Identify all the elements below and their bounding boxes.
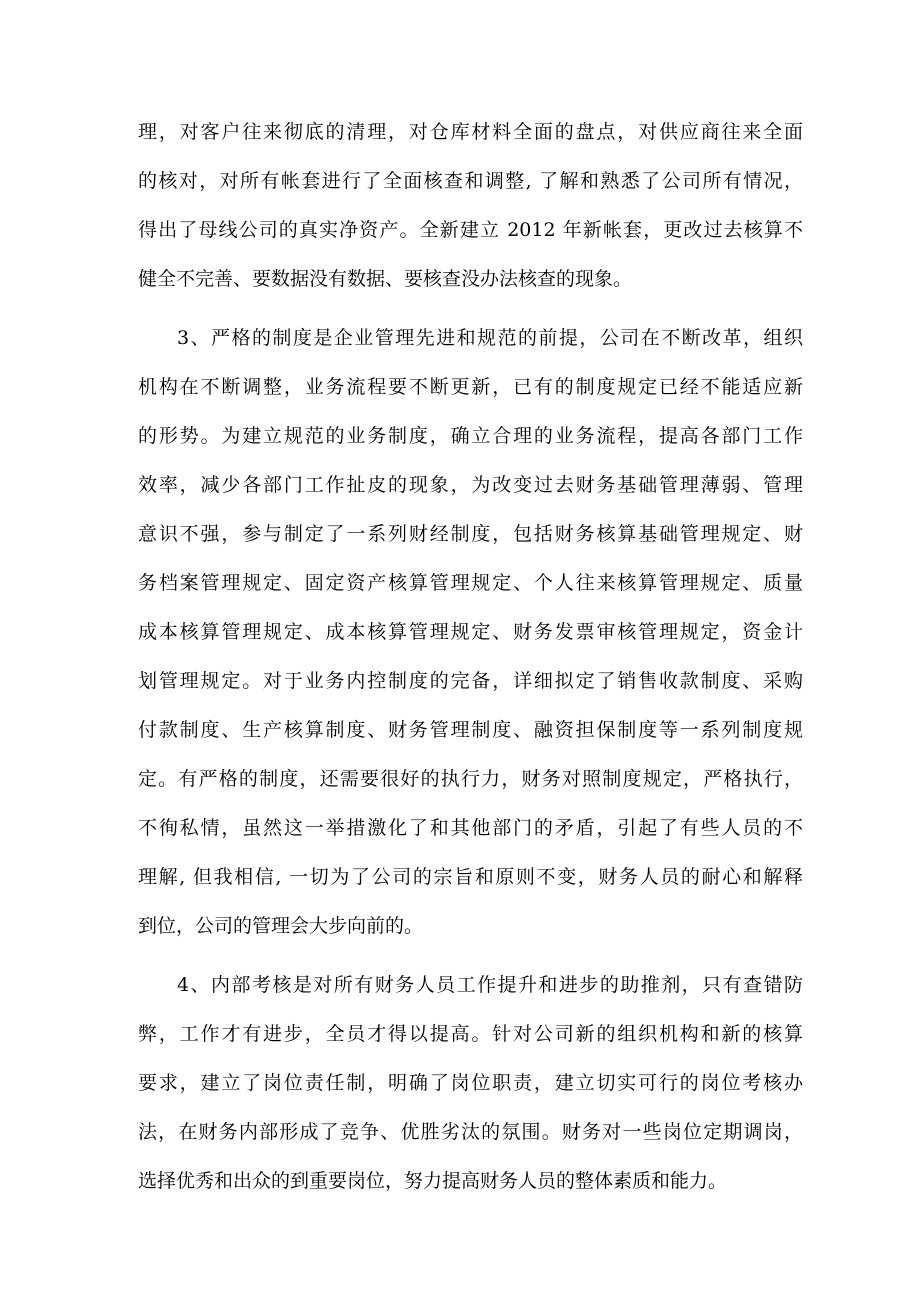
text-line: 4、内部考核是对所有财务人员工作提升和进步的助推剂，只有查错防 <box>177 974 803 996</box>
document-body <box>138 108 803 1206</box>
paragraph-4 <box>138 961 803 1206</box>
text-line: 选择优秀和出众的到重要岗位，努力提高财务人员的整体素质和能力。 <box>138 1170 728 1192</box>
text-line: 成本核算管理规定、成本核算管理规定、财务发票审核管理规定，资金计 <box>138 621 803 643</box>
text-line: 效率，减少各部门工作扯皮的现象，为改变过去财务基础管理薄弱、管理 <box>138 474 803 496</box>
text-line: 定。有严格的制度，还需要很好的执行力，财务对照制度规定，严格执行， <box>138 768 803 790</box>
paragraph-3 <box>138 314 803 951</box>
paragraph-gap <box>138 951 803 961</box>
text-line: 到位，公司的管理会大步向前的。 <box>138 915 424 937</box>
text-line: 得出了母线公司的真实净资产。全新建立 2012 年新帐套，更改过去核算不 <box>138 219 803 241</box>
text-line: 理，对客户往来彻底的清理，对仓库材料全面的盘点，对供应商往来全面 <box>138 121 803 143</box>
text-line: 不徇私情，虽然这一举措激化了和其他部门的矛盾，引起了有些人员的不 <box>138 817 803 839</box>
text-line: 务档案管理规定、固定资产核算管理规定、个人往来核算管理规定、质量 <box>138 572 803 594</box>
text-line: 的核对，对所有帐套进行了全面核查和调整, 了解和熟悉了公司所有情况， <box>138 170 803 192</box>
text-line: 意识不强，参与制定了一系列财经制度，包括财务核算基础管理规定、财 <box>138 523 803 545</box>
text-line: 要求，建立了岗位责任制，明确了岗位职责，建立切实可行的岗位考核办 <box>138 1072 803 1094</box>
paragraph-gap <box>138 304 803 314</box>
paragraph-continued <box>138 108 803 304</box>
text-line: 健全不完善、要数据没有数据、要核查没办法核查的现象。 <box>138 268 633 290</box>
text-line: 机构在不断调整，业务流程要不断更新，已有的制度规定已经不能适应新 <box>138 376 803 398</box>
text-line: 理解, 但我相信, 一切为了公司的宗旨和原则不变，财务人员的耐心和解释 <box>138 866 803 888</box>
text-line: 弊，工作才有进步，全员才得以提高。针对公司新的组织机构和新的核算 <box>138 1023 803 1045</box>
text-line: 的形势。为建立规范的业务制度，确立合理的业务流程，提高各部门工作 <box>138 425 803 447</box>
text-line: 法，在财务内部形成了竞争、优胜劣汰的氛围。财务对一些岗位定期调岗， <box>138 1121 803 1143</box>
text-line: 划管理规定。对于业务内控制度的完备，详细拟定了销售收款制度、采购 <box>138 670 803 692</box>
text-line: 3、严格的制度是企业管理先进和规范的前提，公司在不断改革，组织 <box>177 327 803 349</box>
text-line: 付款制度、生产核算制度、财务管理制度、融资担保制度等一系列制度规 <box>138 719 803 741</box>
